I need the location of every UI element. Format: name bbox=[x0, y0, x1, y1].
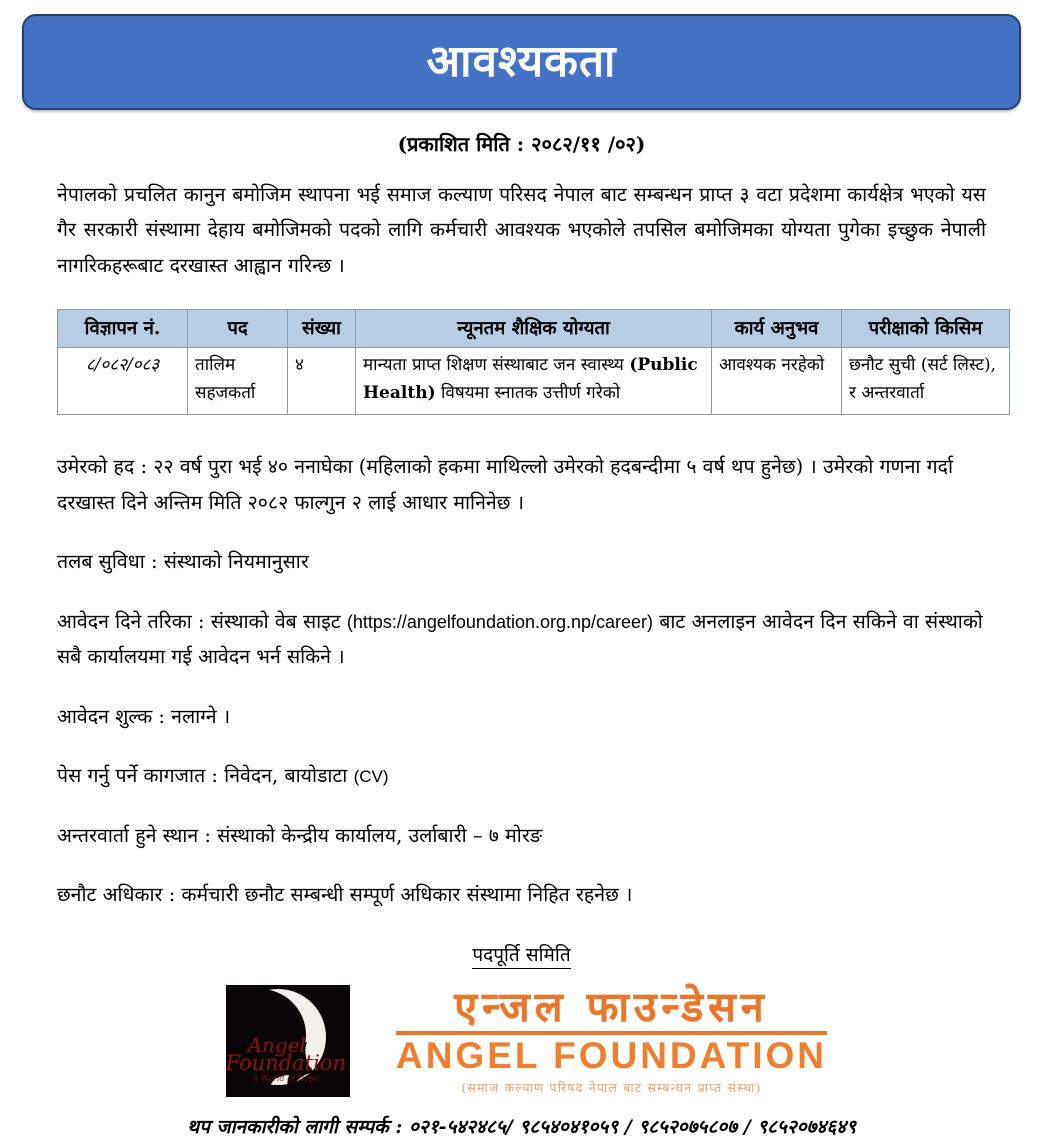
angel-foundation-logo-mark bbox=[226, 985, 350, 1097]
documents-cv-label: (CV) bbox=[353, 767, 389, 787]
education-text-pre: मान्यता प्राप्त शिक्षण संस्थाबाट जन स्वास्थ्य bbox=[363, 355, 630, 376]
age-limit-paragraph: उमेरको हद : २२ वर्ष पुरा भई ४० ननाघेका (महिलाको हकमा माथिल्लो उमेरको हदबन्दीमा ५ वर्ष थप हुनेछ) । उमेरको गणना गर्दा दरखास्त दिने अन्तिम मिति २०८२ फाल्गुन २ लाई आधार मानिनेछ । bbox=[57, 455, 954, 514]
cell-experience: आवश्यक नरहेको bbox=[712, 348, 842, 415]
content-body bbox=[57, 177, 997, 913]
cell-education bbox=[356, 348, 712, 415]
apply-text-post: बाट अनलाइन आवेदन दिन सकिने वा संस्थाको सबै कार्यालयमा गई आवेदन भर्न सकिने । bbox=[57, 609, 983, 669]
brand-wordmark bbox=[395, 982, 827, 1096]
table-header-row bbox=[58, 310, 1010, 348]
published-date: (प्रकाशित मिति : २०८२/११ /०२) bbox=[397, 132, 646, 156]
logo-script-subtitle: A World of Hope bbox=[252, 1073, 320, 1083]
cell-ad-no: ८/०८२/०८३ bbox=[58, 348, 188, 415]
apply-text-pre: आवेदन दिने तरिका : संस्थाको वेब साइट bbox=[57, 609, 347, 633]
column-header-experience: कार्य अनुभव bbox=[712, 310, 842, 348]
column-header-post: पद bbox=[188, 310, 288, 348]
documents-paragraph bbox=[57, 758, 986, 793]
logo-script-text bbox=[225, 1032, 346, 1083]
organization-logo-block bbox=[0, 982, 1043, 1097]
column-header-education: न्यूनतम शैक्षिक योग्यता bbox=[356, 310, 712, 348]
brand-name-nepali: एन्जल फाउन्डेसन bbox=[454, 982, 769, 1031]
documents-text: पेस गर्नु पर्ने कागजात : निवेदन, बायोडाटा bbox=[57, 764, 354, 788]
logo-script-foundation: Foundation bbox=[225, 1050, 346, 1075]
apply-method-paragraph bbox=[57, 604, 986, 675]
table-row bbox=[58, 348, 1010, 415]
logo-script-angel: Angel bbox=[247, 1032, 306, 1057]
brand-tagline: (समाज कल्याण परिषद नेपाल बाट सम्बन्धन प्राप्त संस्था) bbox=[461, 1079, 762, 1095]
application-fee-paragraph: आवेदन शुल्क : नलाग्ने । bbox=[57, 704, 231, 728]
column-header-exam-type: परीक्षाको किसिम bbox=[842, 310, 1010, 348]
column-header-count: संख्या bbox=[288, 310, 356, 348]
application-url: (https://angelfoundation.org.np/career) bbox=[346, 611, 654, 632]
column-header-ad-no: विज्ञापन नं. bbox=[58, 310, 188, 348]
salary-paragraph: तलब सुविधा : संस्थाको नियमानुसार bbox=[57, 550, 309, 574]
committee-signature bbox=[0, 941, 1043, 967]
title-banner bbox=[22, 14, 1021, 110]
cell-post: तालिम सहजकर्ता bbox=[188, 348, 288, 415]
committee-label: पदपूर्ति समिति bbox=[472, 944, 570, 969]
vacancy-notice-page bbox=[0, 14, 1043, 1138]
education-text-en: (Public Health) bbox=[363, 355, 698, 403]
page-title: आवश्यकता bbox=[426, 36, 617, 87]
cell-exam-type: छनौट सुची (सर्ट लिस्ट), र अन्तरवार्ता bbox=[842, 348, 1010, 415]
intro-paragraph: नेपालको प्रचलित कानुन बमोजिम स्थापना भई समाज कल्याण परिसद नेपाल बाट सम्बन्धन प्राप्त ३ वटा प्रदेशमा कार्यक्षेत्र भएको यस गैर सरकारी संस्थामा देहाय बमोजिमको पदको लागि कर्मचारी आवश्यक भएकोले तपसिल बमोजिमका योग्यता पुगेका इच्छुक नेपाली नागरिकहरूबाट दरखास्त आह्वान गरिन्छ । bbox=[57, 183, 986, 277]
contact-line: थप जानकारीको लागी सम्पर्क : ०२१-५४२४८५/ ९८५४०४१०५९ / ९८५२०७५८०७ / ९८५२०७४६४९ bbox=[186, 1115, 857, 1138]
cell-count: ४ bbox=[288, 348, 356, 415]
brand-name-english: ANGEL FOUNDATION bbox=[395, 1034, 827, 1076]
vacancy-table bbox=[57, 309, 1010, 415]
interview-venue-paragraph: अन्तरवार्ता हुने स्थान : संस्थाको केन्द्रीय कार्यालय, उर्लाबारी – ७ मोरङ bbox=[57, 823, 543, 847]
selection-rights-paragraph: छनौट अधिकार : कर्मचारी छनौट सम्बन्धी सम्पूर्ण अधिकार संस्थामा निहित रहनेछ । bbox=[57, 883, 633, 907]
education-text-post: विषयमा स्नातक उत्तीर्ण गरेको bbox=[435, 382, 621, 403]
